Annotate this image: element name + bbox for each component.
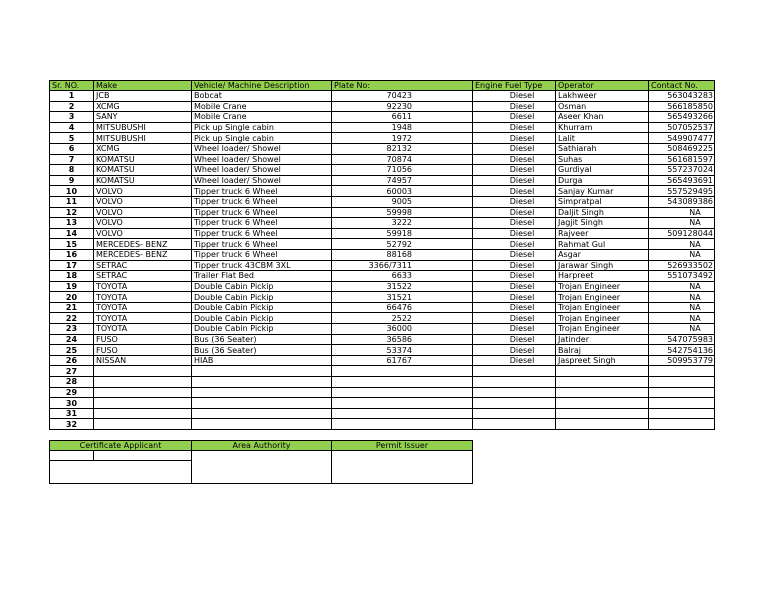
cell-description	[192, 366, 332, 377]
cell-make: KOMATSU	[94, 154, 192, 165]
cell-description: Wheel loader/ Showel	[192, 143, 332, 154]
area-authority-sign-cell[interactable]	[192, 451, 332, 484]
cell-plate-no: 60003	[332, 186, 473, 197]
cell-operator: Trojan Engineer	[556, 281, 649, 292]
cell-operator: Asgar	[556, 249, 649, 260]
cell-make: SETRAC	[94, 271, 192, 282]
cell-contact-no: NA	[649, 302, 715, 313]
cell-contact-no	[649, 408, 715, 419]
applicant-sign-cell-a[interactable]	[50, 451, 94, 461]
cell-fuel-type: Diesel	[473, 207, 556, 218]
cell-make: VOLVO	[94, 186, 192, 197]
cell-sr-no: 9	[50, 175, 94, 186]
cell-fuel-type: Diesel	[473, 154, 556, 165]
cell-description: Tipper truck 6 Wheel	[192, 218, 332, 229]
cell-description: Tipper truck 6 Wheel	[192, 196, 332, 207]
cell-description: Trailer Flat Bed	[192, 271, 332, 282]
table-row	[50, 239, 715, 250]
cell-sr-no: 15	[50, 239, 94, 250]
cell-description	[192, 408, 332, 419]
cell-operator: Jatinder	[556, 334, 649, 345]
cell-fuel-type: Diesel	[473, 143, 556, 154]
cell-fuel-type	[473, 387, 556, 398]
cell-fuel-type: Diesel	[473, 324, 556, 335]
col-header-operator: Operator	[556, 81, 649, 91]
cell-make: MERCEDES- BENZ	[94, 249, 192, 260]
cell-make: VOLVO	[94, 207, 192, 218]
cell-sr-no: 3	[50, 112, 94, 123]
cell-operator: Khurram	[556, 122, 649, 133]
cell-operator	[556, 419, 649, 430]
cell-plate-no: 36586	[332, 334, 473, 345]
cell-make: KOMATSU	[94, 175, 192, 186]
cell-operator: Trojan Engineer	[556, 324, 649, 335]
cell-contact-no: NA	[649, 292, 715, 303]
cell-description: Pick up Single cabin	[192, 122, 332, 133]
table-row	[50, 186, 715, 197]
cell-contact-no: 509953779	[649, 355, 715, 366]
cell-make: MITSUBUSHI	[94, 122, 192, 133]
cell-operator: Gurdiyal	[556, 165, 649, 176]
cell-sr-no: 31	[50, 408, 94, 419]
cell-contact-no: NA	[649, 218, 715, 229]
table-row	[50, 355, 715, 366]
cell-make: VOLVO	[94, 218, 192, 229]
cell-make: NISSAN	[94, 355, 192, 366]
cell-plate-no: 2522	[332, 313, 473, 324]
cell-make	[94, 408, 192, 419]
applicant-sign-cell-b[interactable]	[94, 451, 192, 461]
cell-contact-no: NA	[649, 207, 715, 218]
cell-contact-no: 542754136	[649, 345, 715, 356]
cell-make: TOYOTA	[94, 281, 192, 292]
cell-fuel-type: Diesel	[473, 196, 556, 207]
cell-plate-no	[332, 387, 473, 398]
cell-description: Pick up Single cabin	[192, 133, 332, 144]
table-row	[50, 419, 715, 430]
cell-operator: Rajveer	[556, 228, 649, 239]
table-row	[50, 324, 715, 335]
cell-contact-no: NA	[649, 281, 715, 292]
cell-sr-no: 29	[50, 387, 94, 398]
cell-fuel-type: Diesel	[473, 165, 556, 176]
cell-contact-no: 557529495	[649, 186, 715, 197]
cell-fuel-type: Diesel	[473, 292, 556, 303]
cell-contact-no: 508469225	[649, 143, 715, 154]
cell-sr-no: 28	[50, 377, 94, 388]
cell-operator: Aseer Khan	[556, 112, 649, 123]
cell-description: Tipper truck 6 Wheel	[192, 249, 332, 260]
col-header-fuel-type: Engine Fuel Type	[473, 81, 556, 91]
cell-sr-no: 30	[50, 398, 94, 409]
cell-plate-no: 9005	[332, 196, 473, 207]
cell-plate-no: 52792	[332, 239, 473, 250]
cell-sr-no: 25	[50, 345, 94, 356]
cell-plate-no: 3222	[332, 218, 473, 229]
cell-plate-no: 36000	[332, 324, 473, 335]
cell-make: SANY	[94, 112, 192, 123]
cell-sr-no: 19	[50, 281, 94, 292]
cell-plate-no: 66476	[332, 302, 473, 313]
cell-fuel-type	[473, 366, 556, 377]
cell-operator: Sathiarah	[556, 143, 649, 154]
cell-operator: Suhas	[556, 154, 649, 165]
table-row	[50, 133, 715, 144]
col-header-contact-no: Contact No.	[649, 81, 715, 91]
cell-make	[94, 419, 192, 430]
cell-sr-no: 24	[50, 334, 94, 345]
cell-description: HIAB	[192, 355, 332, 366]
cell-fuel-type: Diesel	[473, 260, 556, 271]
cell-plate-no: 59998	[332, 207, 473, 218]
cell-fuel-type: Diesel	[473, 186, 556, 197]
area-authority-header: Area Authority	[192, 441, 332, 451]
cell-fuel-type	[473, 398, 556, 409]
cell-plate-no: 74957	[332, 175, 473, 186]
cell-make: TOYOTA	[94, 302, 192, 313]
cell-contact-no: NA	[649, 313, 715, 324]
cell-contact-no: 547075983	[649, 334, 715, 345]
cell-plate-no: 61767	[332, 355, 473, 366]
table-row	[50, 292, 715, 303]
cell-fuel-type: Diesel	[473, 228, 556, 239]
cell-description: Double Cabin Pickip	[192, 313, 332, 324]
cell-contact-no: 565493691	[649, 175, 715, 186]
cell-description: Tipper truck 43CBM 3XL	[192, 260, 332, 271]
cell-plate-no: 82132	[332, 143, 473, 154]
cell-operator	[556, 408, 649, 419]
cell-make: TOYOTA	[94, 292, 192, 303]
cell-fuel-type: Diesel	[473, 112, 556, 123]
cell-fuel-type: Diesel	[473, 175, 556, 186]
cell-make	[94, 366, 192, 377]
cell-sr-no: 32	[50, 419, 94, 430]
table-row	[50, 122, 715, 133]
cell-operator: Durga	[556, 175, 649, 186]
table-row	[50, 387, 715, 398]
cell-sr-no: 18	[50, 271, 94, 282]
cell-fuel-type: Diesel	[473, 313, 556, 324]
table-row	[50, 207, 715, 218]
cell-description	[192, 419, 332, 430]
table-row	[50, 260, 715, 271]
cell-plate-no: 92230	[332, 101, 473, 112]
cell-plate-no: 1948	[332, 122, 473, 133]
cell-make: VOLVO	[94, 196, 192, 207]
cell-plate-no	[332, 377, 473, 388]
cell-fuel-type: Diesel	[473, 271, 556, 282]
table-row	[50, 334, 715, 345]
cell-contact-no	[649, 377, 715, 388]
cell-contact-no: 526933502	[649, 260, 715, 271]
applicant-sign-cell-lower[interactable]	[50, 461, 192, 484]
table-row	[50, 196, 715, 207]
cell-description: Double Cabin Pickip	[192, 302, 332, 313]
cell-fuel-type: Diesel	[473, 101, 556, 112]
cell-make: XCMG	[94, 101, 192, 112]
cell-make: MITSUBUSHI	[94, 133, 192, 144]
cell-contact-no: 509128044	[649, 228, 715, 239]
cell-sr-no: 2	[50, 101, 94, 112]
table-row	[50, 101, 715, 112]
cell-contact-no: NA	[649, 239, 715, 250]
cell-description	[192, 398, 332, 409]
permit-issuer-header: Permit Issuer	[332, 441, 473, 451]
cell-sr-no: 22	[50, 313, 94, 324]
cell-contact-no: 563043283	[649, 91, 715, 102]
cell-sr-no: 14	[50, 228, 94, 239]
cell-fuel-type: Diesel	[473, 218, 556, 229]
cell-description: Bobcat	[192, 91, 332, 102]
cell-operator: Trojan Engineer	[556, 313, 649, 324]
cell-description: Mobile Crane	[192, 112, 332, 123]
cell-description: Wheel loader/ Showel	[192, 175, 332, 186]
cell-sr-no: 13	[50, 218, 94, 229]
cell-description: Bus (36 Seater)	[192, 345, 332, 356]
cell-make: TOYOTA	[94, 324, 192, 335]
cell-contact-no	[649, 387, 715, 398]
cell-plate-no: 3366/7311	[332, 260, 473, 271]
cell-sr-no: 21	[50, 302, 94, 313]
cell-operator: Jaspreet Singh	[556, 355, 649, 366]
cell-description: Tipper truck 6 Wheel	[192, 186, 332, 197]
cell-operator	[556, 366, 649, 377]
cell-make: JCB	[94, 91, 192, 102]
table-row	[50, 313, 715, 324]
cell-plate-no: 70423	[332, 91, 473, 102]
signoff-row	[50, 451, 473, 461]
vehicle-register-table	[49, 80, 715, 430]
cell-operator	[556, 398, 649, 409]
cell-description: Tipper truck 6 Wheel	[192, 228, 332, 239]
cell-sr-no: 26	[50, 355, 94, 366]
table-row	[50, 345, 715, 356]
cell-make: MERCEDES- BENZ	[94, 239, 192, 250]
certificate-applicant-header: Certificate Applicant	[50, 441, 192, 451]
table-header-row	[50, 81, 715, 91]
cell-make: SETRAC	[94, 260, 192, 271]
cell-operator: Lakhweer	[556, 91, 649, 102]
cell-contact-no: 551073492	[649, 271, 715, 282]
cell-contact-no: NA	[649, 324, 715, 335]
permit-issuer-sign-cell[interactable]	[332, 451, 473, 484]
table-row	[50, 228, 715, 239]
cell-make: VOLVO	[94, 228, 192, 239]
cell-plate-no: 6633	[332, 271, 473, 282]
cell-plate-no: 70874	[332, 154, 473, 165]
cell-sr-no: 17	[50, 260, 94, 271]
table-row	[50, 218, 715, 229]
cell-sr-no: 23	[50, 324, 94, 335]
cell-operator	[556, 377, 649, 388]
cell-operator: Harpreet	[556, 271, 649, 282]
cell-plate-no: 59918	[332, 228, 473, 239]
cell-operator: Rahmat Gul	[556, 239, 649, 250]
table-row	[50, 143, 715, 154]
cell-fuel-type: Diesel	[473, 345, 556, 356]
vehicle-rows	[50, 91, 715, 430]
table-row	[50, 91, 715, 102]
cell-make: KOMATSU	[94, 165, 192, 176]
table-row	[50, 175, 715, 186]
table-row	[50, 112, 715, 123]
cell-make: TOYOTA	[94, 313, 192, 324]
cell-description: Wheel loader/ Showel	[192, 154, 332, 165]
cell-contact-no	[649, 398, 715, 409]
cell-plate-no	[332, 366, 473, 377]
cell-fuel-type: Diesel	[473, 302, 556, 313]
cell-operator: Trojan Engineer	[556, 292, 649, 303]
cell-contact-no: 549907477	[649, 133, 715, 144]
table-row	[50, 377, 715, 388]
cell-description: Double Cabin Pickip	[192, 324, 332, 335]
cell-sr-no: 8	[50, 165, 94, 176]
cell-plate-no: 53374	[332, 345, 473, 356]
cell-plate-no: 6611	[332, 112, 473, 123]
cell-sr-no: 16	[50, 249, 94, 260]
table-row	[50, 249, 715, 260]
cell-description: Bus (36 Seater)	[192, 334, 332, 345]
col-header-make: Make	[94, 81, 192, 91]
cell-plate-no: 1972	[332, 133, 473, 144]
cell-operator: Daljit Singh	[556, 207, 649, 218]
table-row	[50, 398, 715, 409]
cell-contact-no: 561681597	[649, 154, 715, 165]
cell-description: Wheel loader/ Showel	[192, 165, 332, 176]
cell-contact-no: 543089386	[649, 196, 715, 207]
table-row	[50, 165, 715, 176]
cell-operator: Lalit	[556, 133, 649, 144]
cell-operator: Sanjay Kumar	[556, 186, 649, 197]
cell-description: Double Cabin Pickip	[192, 292, 332, 303]
cell-fuel-type: Diesel	[473, 91, 556, 102]
cell-description: Double Cabin Pickip	[192, 281, 332, 292]
signoff-table	[49, 440, 473, 484]
cell-contact-no: 566185850	[649, 101, 715, 112]
table-row	[50, 281, 715, 292]
cell-description: Mobile Crane	[192, 101, 332, 112]
cell-plate-no: 71056	[332, 165, 473, 176]
cell-description	[192, 377, 332, 388]
cell-fuel-type	[473, 419, 556, 430]
col-header-plate-no: Plate No:	[332, 81, 473, 91]
cell-sr-no: 5	[50, 133, 94, 144]
signoff-header-row	[50, 441, 473, 451]
cell-fuel-type: Diesel	[473, 133, 556, 144]
cell-fuel-type: Diesel	[473, 249, 556, 260]
table-row	[50, 154, 715, 165]
cell-contact-no: 507052537	[649, 122, 715, 133]
cell-sr-no: 11	[50, 196, 94, 207]
cell-sr-no: 1	[50, 91, 94, 102]
cell-description	[192, 387, 332, 398]
cell-sr-no: 20	[50, 292, 94, 303]
cell-fuel-type: Diesel	[473, 239, 556, 250]
cell-make: FUSO	[94, 345, 192, 356]
cell-fuel-type: Diesel	[473, 355, 556, 366]
col-header-description: Vehicle/ Machine Description	[192, 81, 332, 91]
cell-description: Tipper truck 6 Wheel	[192, 239, 332, 250]
cell-make	[94, 387, 192, 398]
cell-operator: Jagjit Singh	[556, 218, 649, 229]
table-row	[50, 271, 715, 282]
cell-plate-no: 88168	[332, 249, 473, 260]
cell-contact-no	[649, 419, 715, 430]
cell-sr-no: 4	[50, 122, 94, 133]
cell-plate-no	[332, 408, 473, 419]
cell-sr-no: 12	[50, 207, 94, 218]
col-header-sr-no: Sr. NO.	[50, 81, 94, 91]
cell-fuel-type	[473, 408, 556, 419]
cell-fuel-type: Diesel	[473, 281, 556, 292]
cell-plate-no: 31522	[332, 281, 473, 292]
cell-operator: Simpratpal	[556, 196, 649, 207]
cell-fuel-type: Diesel	[473, 334, 556, 345]
cell-description: Tipper truck 6 Wheel	[192, 207, 332, 218]
cell-fuel-type	[473, 377, 556, 388]
cell-operator: Osman	[556, 101, 649, 112]
cell-operator: Jarawar Singh	[556, 260, 649, 271]
cell-sr-no: 7	[50, 154, 94, 165]
cell-plate-no	[332, 419, 473, 430]
cell-plate-no: 31521	[332, 292, 473, 303]
cell-operator: Balraj	[556, 345, 649, 356]
table-row	[50, 302, 715, 313]
cell-fuel-type: Diesel	[473, 122, 556, 133]
cell-contact-no	[649, 366, 715, 377]
cell-make	[94, 377, 192, 388]
cell-contact-no: 557237024	[649, 165, 715, 176]
table-row	[50, 366, 715, 377]
cell-make: XCMG	[94, 143, 192, 154]
table-row	[50, 408, 715, 419]
cell-operator	[556, 387, 649, 398]
cell-sr-no: 27	[50, 366, 94, 377]
cell-contact-no: 565493266	[649, 112, 715, 123]
cell-sr-no: 6	[50, 143, 94, 154]
cell-contact-no: NA	[649, 249, 715, 260]
cell-plate-no	[332, 398, 473, 409]
cell-make	[94, 398, 192, 409]
cell-operator: Trojan Engineer	[556, 302, 649, 313]
cell-sr-no: 10	[50, 186, 94, 197]
cell-make: FUSO	[94, 334, 192, 345]
